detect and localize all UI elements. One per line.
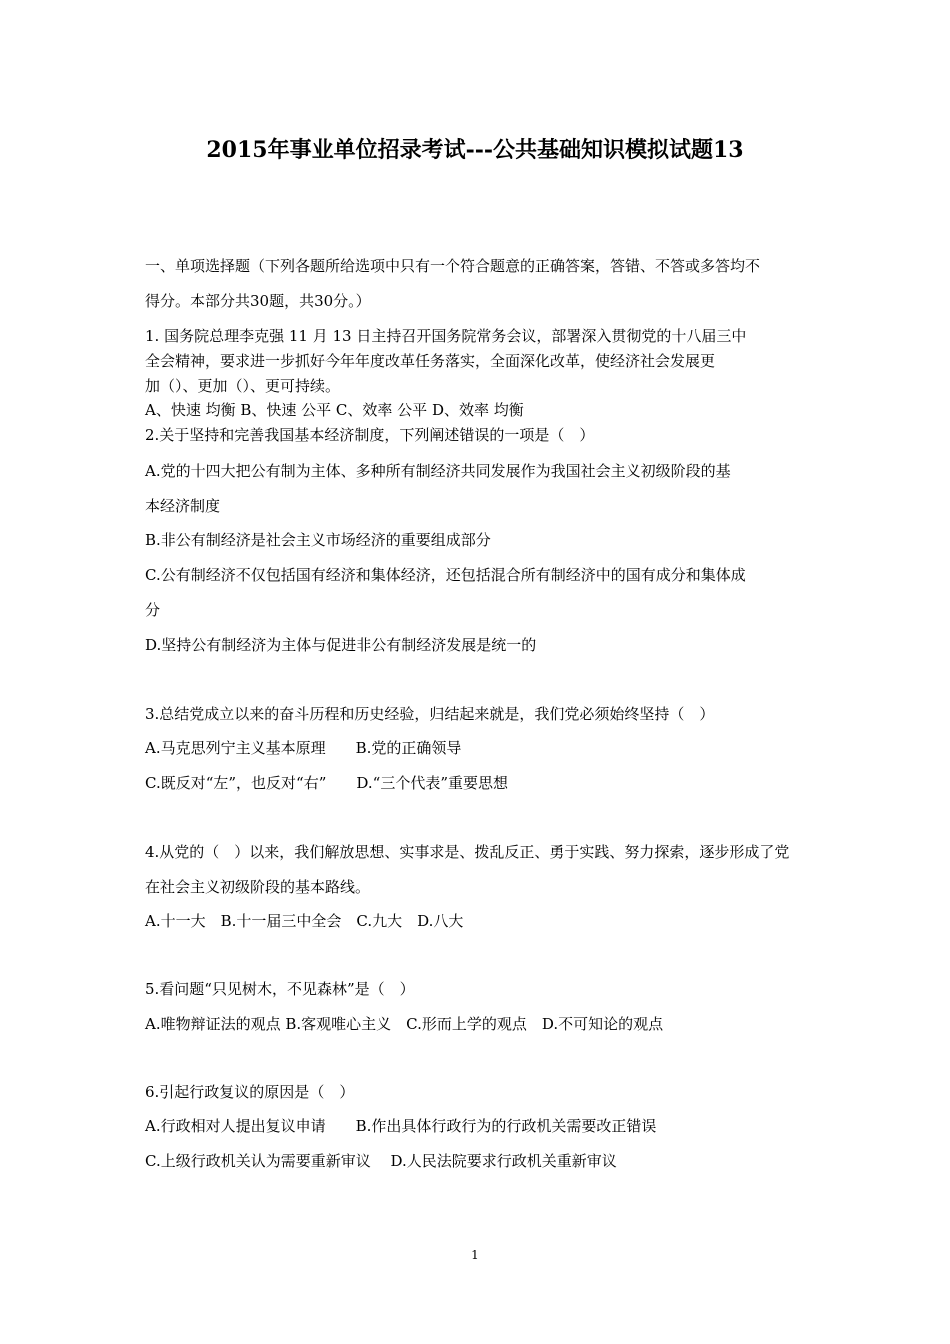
section-heading-line-2: 得分。本部分共30题，共30分。） <box>145 292 371 310</box>
question-2-option-c-line-1: C.公有制经济不仅包括国有经济和集体经济，还包括混合所有制经济中的国有成分和集体成 <box>145 566 746 584</box>
question-2-stem: 2.关于坚持和完善我国基本经济制度，下列阐述错误的一项是（ ） <box>145 426 595 444</box>
question-2-option-b: B.非公有制经济是社会主义市场经济的重要组成部分 <box>145 531 491 549</box>
question-2-option-d: D.坚持公有制经济为主体与促进非公有制经济发展是统一的 <box>145 636 537 654</box>
section-heading-line-1: 一、单项选择题（下列各题所给选项中只有一个符合题意的正确答案，答错、不答或多答均不 <box>145 257 761 275</box>
question-4-options: A.十一大 B.十一届三中全会 C.九大 D.八大 <box>145 912 464 930</box>
question-1-line-1: 1. 国务院总理李克强 11 月 13 日主持召开国务院常务会议，部署深入贯彻党的十八届三中 <box>145 327 747 345</box>
question-1-line-3: 加（）、更加（）、更可持续。 <box>145 377 341 395</box>
question-3-options-ab: A.马克思列宁主义基本原理 B.党的正确领导 <box>145 739 462 757</box>
question-5-options: A.唯物辩证法的观点 B.客观唯心主义 C.形而上学的观点 D.不可知论的观点 <box>145 1015 664 1033</box>
question-4-line-1: 4.从党的（ ）以来，我们解放思想、实事求是、拨乱反正、勇于实践、努力探索，逐步形成了党 <box>145 843 790 861</box>
question-1-line-2: 全会精神，要求进一步抓好今年年度改革任务落实，全面深化改革，使经济社会发展更 <box>145 352 716 370</box>
page-number: 1 <box>471 1248 479 1262</box>
question-3-options-cd: C.既反对“左”，也反对“右” D.“三个代表”重要思想 <box>145 774 508 792</box>
question-2-option-c-line-2: 分 <box>145 601 161 619</box>
question-1-options: A、快速 均衡 B、快速 公平 C、效率 公平 D、效率 均衡 <box>145 401 524 419</box>
question-6-options-cd: C.上级行政机关认为需要重新审议 D.人民法院要求行政机关重新审议 <box>145 1152 617 1170</box>
question-3-stem: 3.总结党成立以来的奋斗历程和历史经验，归结起来就是，我们党必须始终坚持（ ） <box>145 705 715 723</box>
question-6-stem: 6.引起行政复议的原因是（ ） <box>145 1083 355 1101</box>
question-6-options-ab: A.行政相对人提出复议申请 B.作出具体行政行为的行政机关需要改正错误 <box>145 1117 657 1135</box>
question-5-stem: 5.看问题“只见树木，不见森林”是（ ） <box>145 980 415 998</box>
question-4-line-2: 在社会主义初级阶段的基本路线。 <box>145 878 371 896</box>
question-2-option-a-line-1: A.党的十四大把公有制为主体、多种所有制经济共同发展作为我国社会主义初级阶段的基 <box>145 462 731 480</box>
document-title: 2015年事业单位招录考试---公共基础知识模拟试题13 <box>206 137 744 163</box>
question-2-option-a-line-2: 本经济制度 <box>145 497 221 515</box>
